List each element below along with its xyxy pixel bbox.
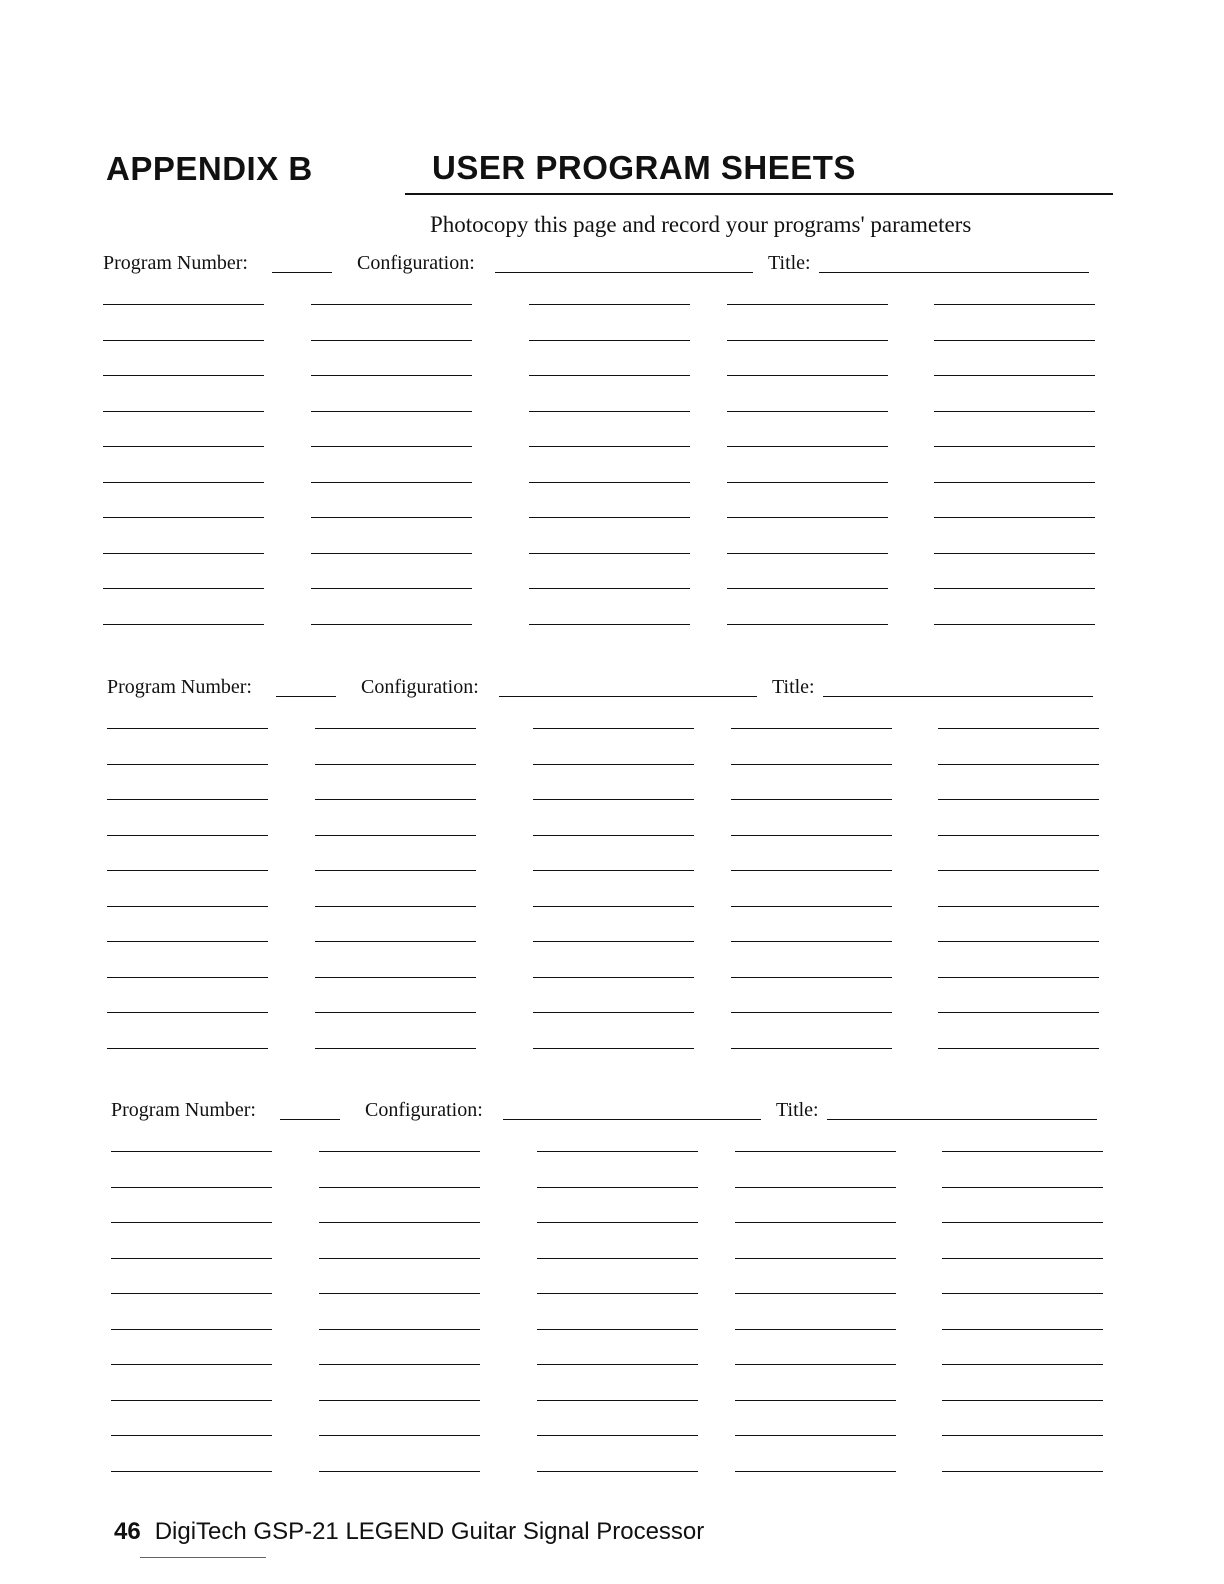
page-title: USER PROGRAM SHEETS: [432, 149, 856, 186]
parameter-row: [8, 1471, 1224, 1473]
parameter-blank[interactable]: [319, 1435, 480, 1436]
parameter-row: [0, 624, 1224, 626]
parameter-blank[interactable]: [537, 1187, 698, 1188]
parameter-blank[interactable]: [529, 588, 690, 589]
parameter-blank[interactable]: [735, 1435, 896, 1436]
parameter-blank[interactable]: [107, 906, 268, 907]
parameter-blank[interactable]: [111, 1364, 272, 1365]
parameter-blank[interactable]: [311, 517, 472, 518]
parameter-blank[interactable]: [731, 835, 892, 836]
parameter-row: [4, 941, 1224, 943]
parameter-blank[interactable]: [103, 482, 264, 483]
parameter-grid: [8, 1141, 1224, 1471]
parameter-blank[interactable]: [934, 304, 1095, 305]
parameter-blank[interactable]: [727, 624, 888, 625]
parameter-blank[interactable]: [942, 1435, 1103, 1436]
parameter-blank[interactable]: [934, 517, 1095, 518]
parameter-blank[interactable]: [942, 1400, 1103, 1401]
parameter-blank[interactable]: [727, 304, 888, 305]
parameter-blank[interactable]: [315, 977, 476, 978]
parameter-blank[interactable]: [533, 764, 694, 765]
parameter-blank[interactable]: [934, 553, 1095, 554]
parameter-blank[interactable]: [537, 1471, 698, 1472]
parameter-blank[interactable]: [315, 941, 476, 942]
parameter-blank[interactable]: [319, 1329, 480, 1330]
program-number-field[interactable]: [280, 1119, 340, 1120]
parameter-blank[interactable]: [934, 624, 1095, 625]
program-number-label: Program Number:: [111, 1099, 256, 1121]
parameter-grid: [0, 294, 1224, 624]
parameter-blank[interactable]: [529, 553, 690, 554]
configuration-label: Configuration:: [361, 676, 479, 698]
parameter-row: [4, 764, 1224, 766]
parameter-blank[interactable]: [107, 835, 268, 836]
parameter-blank[interactable]: [311, 446, 472, 447]
parameter-blank[interactable]: [942, 1222, 1103, 1223]
parameter-blank[interactable]: [731, 728, 892, 729]
instructions-text: Photocopy this page and record your programs' parameters: [430, 212, 972, 237]
parameter-row: [8, 1435, 1224, 1437]
parameter-blank[interactable]: [103, 517, 264, 518]
parameter-row: [8, 1400, 1224, 1402]
parameter-blank[interactable]: [315, 799, 476, 800]
configuration-field[interactable]: [503, 1119, 761, 1120]
program-header: [4, 676, 1224, 704]
parameter-blank[interactable]: [315, 1012, 476, 1013]
parameter-blank[interactable]: [111, 1400, 272, 1401]
footer-rule: [140, 1557, 266, 1558]
program-section-1: [0, 252, 1224, 632]
parameter-blank[interactable]: [107, 941, 268, 942]
parameter-blank[interactable]: [727, 553, 888, 554]
parameter-blank[interactable]: [111, 1471, 272, 1472]
parameter-blank[interactable]: [319, 1187, 480, 1188]
parameter-row: [4, 1048, 1224, 1050]
parameter-blank[interactable]: [319, 1364, 480, 1365]
parameter-blank[interactable]: [537, 1435, 698, 1436]
parameter-blank[interactable]: [311, 482, 472, 483]
product-name: DigiTech GSP-21 LEGEND Guitar Signal Processor: [154, 1518, 705, 1545]
parameter-blank[interactable]: [533, 835, 694, 836]
parameter-blank[interactable]: [727, 588, 888, 589]
program-number-label: Program Number:: [103, 252, 248, 274]
parameter-blank[interactable]: [103, 411, 264, 412]
program-header: [8, 1099, 1224, 1127]
parameter-row: [8, 1151, 1224, 1153]
parameter-blank[interactable]: [103, 304, 264, 305]
parameter-blank[interactable]: [319, 1293, 480, 1294]
parameter-blank[interactable]: [315, 1048, 476, 1049]
title-label: Title:: [768, 252, 811, 274]
parameter-blank[interactable]: [107, 764, 268, 765]
program-section-2: [4, 676, 1224, 1056]
parameter-blank[interactable]: [537, 1400, 698, 1401]
parameter-blank[interactable]: [735, 1293, 896, 1294]
parameter-blank[interactable]: [537, 1258, 698, 1259]
parameter-blank[interactable]: [107, 799, 268, 800]
parameter-blank[interactable]: [942, 1364, 1103, 1365]
parameter-row: [4, 799, 1224, 801]
parameter-blank[interactable]: [529, 517, 690, 518]
parameter-blank[interactable]: [938, 728, 1099, 729]
program-header: [0, 252, 1224, 280]
parameter-blank[interactable]: [934, 588, 1095, 589]
parameter-blank[interactable]: [938, 1048, 1099, 1049]
parameter-blank[interactable]: [537, 1364, 698, 1365]
parameter-row: [8, 1187, 1224, 1189]
parameter-blank[interactable]: [731, 799, 892, 800]
parameter-blank[interactable]: [938, 799, 1099, 800]
parameter-blank[interactable]: [529, 375, 690, 376]
parameter-blank[interactable]: [311, 553, 472, 554]
parameter-blank[interactable]: [731, 906, 892, 907]
parameter-blank[interactable]: [727, 411, 888, 412]
configuration-label: Configuration:: [365, 1099, 483, 1121]
title-field[interactable]: [823, 696, 1093, 697]
parameter-blank[interactable]: [103, 340, 264, 341]
parameter-row: [4, 977, 1224, 979]
parameter-blank[interactable]: [731, 870, 892, 871]
parameter-blank[interactable]: [319, 1400, 480, 1401]
parameter-row: [4, 1012, 1224, 1014]
parameter-grid: [4, 718, 1224, 1048]
parameter-blank[interactable]: [735, 1364, 896, 1365]
title-field[interactable]: [819, 272, 1089, 273]
parameter-blank[interactable]: [103, 624, 264, 625]
parameter-blank[interactable]: [319, 1471, 480, 1472]
parameter-blank[interactable]: [727, 446, 888, 447]
parameter-blank[interactable]: [942, 1329, 1103, 1330]
parameter-blank[interactable]: [938, 835, 1099, 836]
parameter-blank[interactable]: [537, 1222, 698, 1223]
parameter-blank[interactable]: [942, 1293, 1103, 1294]
configuration-field[interactable]: [499, 696, 757, 697]
parameter-blank[interactable]: [934, 375, 1095, 376]
parameter-row: [4, 835, 1224, 837]
parameter-blank[interactable]: [111, 1435, 272, 1436]
parameter-blank[interactable]: [533, 1012, 694, 1013]
parameter-blank[interactable]: [315, 835, 476, 836]
parameter-blank[interactable]: [938, 764, 1099, 765]
parameter-blank[interactable]: [311, 411, 472, 412]
parameter-row: [4, 870, 1224, 872]
parameter-blank[interactable]: [315, 870, 476, 871]
parameter-blank[interactable]: [537, 1293, 698, 1294]
appendix-label: APPENDIX B: [106, 150, 313, 187]
parameter-blank[interactable]: [103, 375, 264, 376]
parameter-blank[interactable]: [533, 870, 694, 871]
parameter-blank[interactable]: [731, 764, 892, 765]
parameter-blank[interactable]: [111, 1222, 272, 1223]
parameter-blank[interactable]: [107, 1012, 268, 1013]
parameter-row: [0, 588, 1224, 590]
title-rule: [405, 193, 1113, 195]
parameter-blank[interactable]: [107, 1048, 268, 1049]
parameter-blank[interactable]: [319, 1258, 480, 1259]
parameter-blank[interactable]: [111, 1151, 272, 1152]
parameter-blank[interactable]: [735, 1258, 896, 1259]
parameter-row: [0, 446, 1224, 448]
parameter-blank[interactable]: [942, 1258, 1103, 1259]
parameter-blank[interactable]: [529, 304, 690, 305]
parameter-blank[interactable]: [735, 1187, 896, 1188]
parameter-blank[interactable]: [727, 517, 888, 518]
parameter-blank[interactable]: [533, 941, 694, 942]
parameter-row: [0, 517, 1224, 519]
parameter-blank[interactable]: [938, 941, 1099, 942]
parameter-row: [0, 553, 1224, 555]
parameter-blank[interactable]: [103, 446, 264, 447]
parameter-blank[interactable]: [111, 1258, 272, 1259]
parameter-blank[interactable]: [942, 1187, 1103, 1188]
configuration-label: Configuration:: [357, 252, 475, 274]
parameter-blank[interactable]: [533, 1048, 694, 1049]
parameter-blank[interactable]: [942, 1151, 1103, 1152]
parameter-blank[interactable]: [731, 1048, 892, 1049]
title-label: Title:: [776, 1099, 819, 1121]
parameter-blank[interactable]: [311, 375, 472, 376]
title-label: Title:: [772, 676, 815, 698]
parameter-blank[interactable]: [311, 304, 472, 305]
parameter-blank[interactable]: [529, 482, 690, 483]
parameter-row: [8, 1364, 1224, 1366]
program-number-field[interactable]: [276, 696, 336, 697]
page-number: 46: [114, 1518, 141, 1545]
parameter-blank[interactable]: [727, 375, 888, 376]
parameter-row: [0, 304, 1224, 306]
parameter-blank[interactable]: [311, 588, 472, 589]
parameter-blank[interactable]: [533, 906, 694, 907]
program-number-field[interactable]: [272, 272, 332, 273]
parameter-blank[interactable]: [319, 1151, 480, 1152]
parameter-blank[interactable]: [537, 1151, 698, 1152]
parameter-blank[interactable]: [735, 1222, 896, 1223]
parameter-blank[interactable]: [731, 977, 892, 978]
parameter-blank[interactable]: [529, 411, 690, 412]
parameter-blank[interactable]: [111, 1293, 272, 1294]
parameter-row: [8, 1258, 1224, 1260]
parameter-blank[interactable]: [107, 977, 268, 978]
program-number-label: Program Number:: [107, 676, 252, 698]
parameter-blank[interactable]: [537, 1329, 698, 1330]
parameter-blank[interactable]: [311, 340, 472, 341]
parameter-blank[interactable]: [934, 482, 1095, 483]
parameter-blank[interactable]: [938, 870, 1099, 871]
parameter-blank[interactable]: [315, 764, 476, 765]
parameter-blank[interactable]: [735, 1329, 896, 1330]
parameter-blank[interactable]: [735, 1151, 896, 1152]
parameter-row: [8, 1222, 1224, 1224]
parameter-row: [8, 1329, 1224, 1331]
parameter-blank[interactable]: [319, 1222, 480, 1223]
parameter-blank[interactable]: [934, 340, 1095, 341]
parameter-blank[interactable]: [731, 1012, 892, 1013]
parameter-blank[interactable]: [938, 906, 1099, 907]
parameter-row: [0, 340, 1224, 342]
parameter-blank[interactable]: [934, 411, 1095, 412]
parameter-row: [8, 1293, 1224, 1295]
parameter-blank[interactable]: [727, 340, 888, 341]
parameter-blank[interactable]: [103, 553, 264, 554]
parameter-blank[interactable]: [735, 1471, 896, 1472]
program-section-3: [8, 1099, 1224, 1479]
parameter-row: [0, 375, 1224, 377]
parameter-blank[interactable]: [107, 728, 268, 729]
parameter-blank[interactable]: [934, 446, 1095, 447]
parameter-blank[interactable]: [533, 799, 694, 800]
parameter-blank[interactable]: [315, 728, 476, 729]
parameter-blank[interactable]: [731, 941, 892, 942]
parameter-blank[interactable]: [735, 1400, 896, 1401]
parameter-blank[interactable]: [938, 1012, 1099, 1013]
parameter-row: [4, 906, 1224, 908]
parameter-blank[interactable]: [533, 728, 694, 729]
parameter-blank[interactable]: [942, 1471, 1103, 1472]
parameter-blank[interactable]: [529, 446, 690, 447]
configuration-field[interactable]: [495, 272, 753, 273]
parameter-row: [0, 411, 1224, 413]
parameter-blank[interactable]: [938, 977, 1099, 978]
parameter-blank[interactable]: [111, 1329, 272, 1330]
parameter-blank[interactable]: [727, 482, 888, 483]
parameter-blank[interactable]: [311, 624, 472, 625]
parameter-blank[interactable]: [529, 624, 690, 625]
parameter-row: [0, 482, 1224, 484]
parameter-blank[interactable]: [107, 870, 268, 871]
parameter-row: [4, 728, 1224, 730]
footer: [114, 1518, 704, 1546]
parameter-blank[interactable]: [533, 977, 694, 978]
parameter-blank[interactable]: [103, 588, 264, 589]
parameter-blank[interactable]: [111, 1187, 272, 1188]
parameter-blank[interactable]: [315, 906, 476, 907]
title-field[interactable]: [827, 1119, 1097, 1120]
parameter-blank[interactable]: [529, 340, 690, 341]
